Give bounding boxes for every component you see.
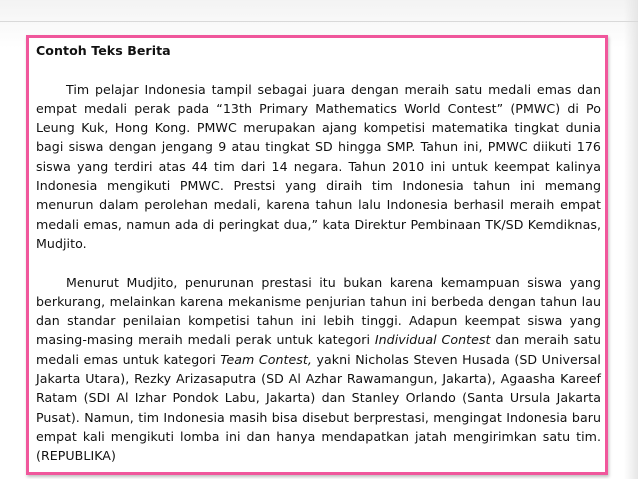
title-spacer bbox=[36, 60, 601, 79]
paragraph-2-text-b: dan meraih satu medali emas untuk kategori bbox=[36, 332, 601, 367]
paragraph-2 bbox=[36, 273, 601, 466]
document-title: Contoh Teks Berita bbox=[36, 43, 171, 58]
paragraph-2-italic-individual-contest: Individual Contest bbox=[374, 332, 491, 348]
paragraph-2-italic-team-contest: Team Contest, bbox=[220, 351, 312, 367]
top-divider bbox=[0, 21, 638, 22]
paragraph-2-text-a: Menurut Mudjito, penurunan prestasi itu bukan karena kemampuan siswa yang berkurang, melainkan karena mekanisme penjurian tahun ini berbeda dengan tahun lau dan standar penilaian kompetisi tahun ini lebih tinggi. Adapun keempat siswa yang masing-masing meraih medali perak untuk kategori bbox=[36, 274, 601, 348]
paragraph-spacer bbox=[36, 253, 601, 272]
paragraph-1: Tim pelajar Indonesia tampil sebagai juara dengan meraih satu medali emas dan empat medali perak pada “13th Primary Mathematics World Contest” (PMWC) di Po Leung Kuk, Hong Kong. PMWC merupakan ajang kompetisi matematika tingkat dunia bagi siswa dengan jengang 9 atau tingkat SD hingga SMP. Tahun ini, PMWC diikuti 176 siswa yang terdiri atas 44 tim dari 14 negara. Tahun 2010 ini untuk keempat kalinya Indonesia mengikuti PMWC. Prestsi yang diraih tim Indonesia tahun ini memang menurun dalam perolehan medali, karena tahun lalu Indonesia berhasil meraih empat medali emas, namun ada di peringkat dua,” kata Direktur Pembinaan TK/SD Kemdiknas, Mudjito. bbox=[36, 81, 601, 251]
slide-edge-shade bbox=[624, 0, 638, 479]
paragraph-2-text-c: yakni Nicholas Steven Husada (SD Universal Jakarta Utara), Rezky Arizasaputra (SD Al Azhar Rawamangun, Jakarta), Agaasha Kareef Ratam (SDI Al Izhar Pondok Labu, Jakarta) dan Stanley Orlando (Santa Ursula Jakarta Pusat). Namun, tim Indonesia masih bisa disebut berprestasi, mengingat Indonesia baru empat kali mengikuti lomba ini dan hanya mendapatkan jatah mengirimkan satu tim. (REPUBLIKA) bbox=[36, 351, 601, 464]
news-text-content bbox=[36, 41, 601, 466]
